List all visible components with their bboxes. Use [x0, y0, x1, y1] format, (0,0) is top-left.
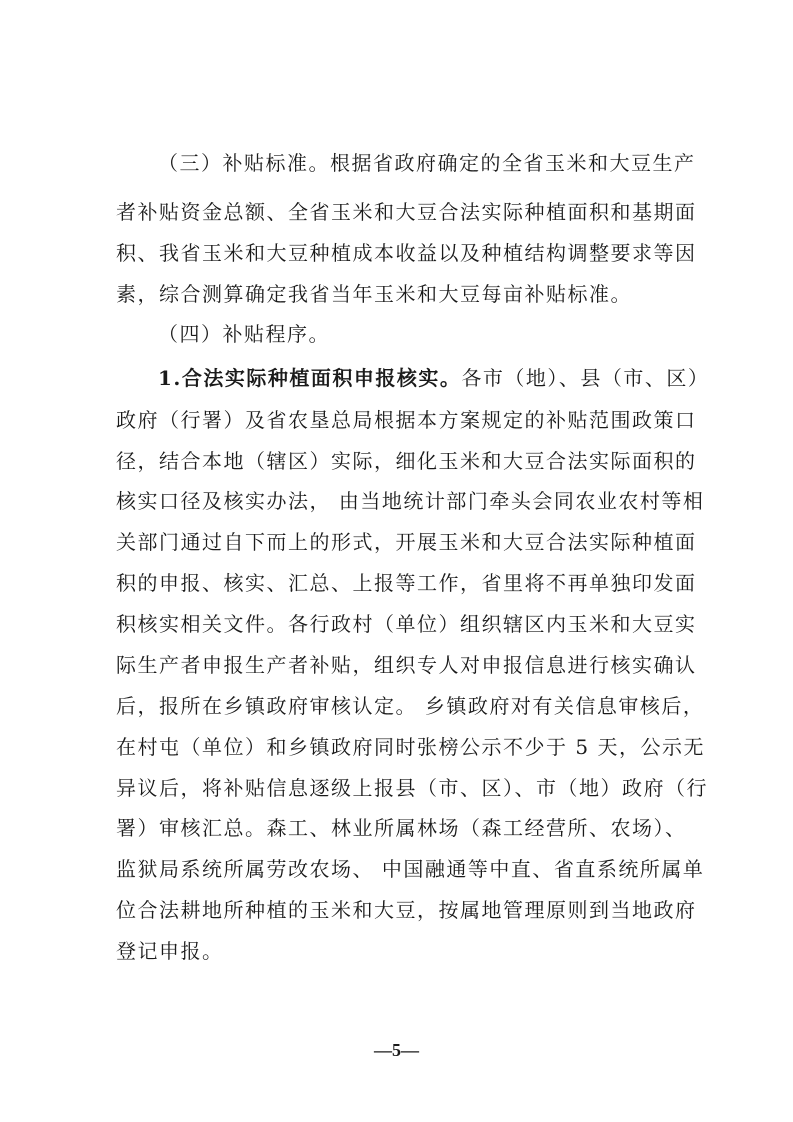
item1-text-line: 位合法耕地所种植的玉米和大豆，按属地管理原则到当地政府 — [116, 898, 697, 922]
item1-text-line: 政府（行署）及省农垦总局根据本方案规定的补贴范围政策口 — [116, 408, 697, 432]
section3-text-line: 积、我省玉米和大豆种植成本收益以及种植结构调整要求等因 — [116, 241, 697, 265]
item1-text-line: 登记申报。 — [116, 939, 224, 963]
item1-text-line: 径，结合本地（辖区）实际，细化玉米和大豆合法实际面积的 — [116, 449, 697, 473]
item1-text-line: 积的申报、核实、汇总、上报等工作，省里将不再单独印发面 — [116, 571, 697, 595]
item1-text-line: 监狱局系统所属劳改农场、 中国融通等中直、省直系统所属单 — [116, 857, 705, 881]
item1-text-line: 积核实相关文件。各行政村（单位）组织辖区内玉米和大豆实 — [116, 612, 697, 636]
section3-text-line: 者补贴资金总额、全省玉米和大豆合法实际种植面积和基期面 — [116, 200, 697, 224]
item1-heading: 1.合法实际种植面积申报核实。 — [158, 366, 462, 390]
page-number: —5— — [374, 1040, 419, 1060]
item1-text-line: 在村屯（单位）和乡镇政府同时张榜公示不少于 5 天，公示无 — [116, 735, 705, 759]
section4-heading: （四）补贴程序。 — [158, 322, 330, 346]
item1-text-line: 关部门通过自下而上的形式，开展玉米和大豆合法实际种植面 — [116, 530, 697, 554]
item1-text-line: 异议后，将补贴信息逐级上报县（市、区）、市（地）政府（行 — [116, 776, 708, 800]
item1-text-line: 署）审核汇总。森工、林业所属林场（森工经营所、农场）、 — [116, 816, 687, 840]
item1-text-line: 各市（地）、县（市、区） — [461, 366, 710, 390]
item1-first-line — [158, 365, 709, 391]
section3-text-line: 根据省政府确定的全省玉米和大豆生产 — [330, 151, 696, 175]
item1-text-line: 际生产者申报生产者补贴，组织专人对申报信息进行核实确认 — [116, 653, 697, 677]
section3-first-line — [158, 150, 696, 176]
item1-text-line: 核实口径及核实办法， 由当地统计部门牵头会同农业农村等相 — [116, 489, 705, 513]
item1-text-line: 后，报所在乡镇政府审核认定。 乡镇政府对有关信息审核后， — [116, 694, 705, 718]
section3-text-line: 素，综合测算确定我省当年玉米和大豆每亩补贴标准。 — [116, 282, 632, 306]
section3-heading: （三）补贴标准。 — [158, 151, 330, 175]
